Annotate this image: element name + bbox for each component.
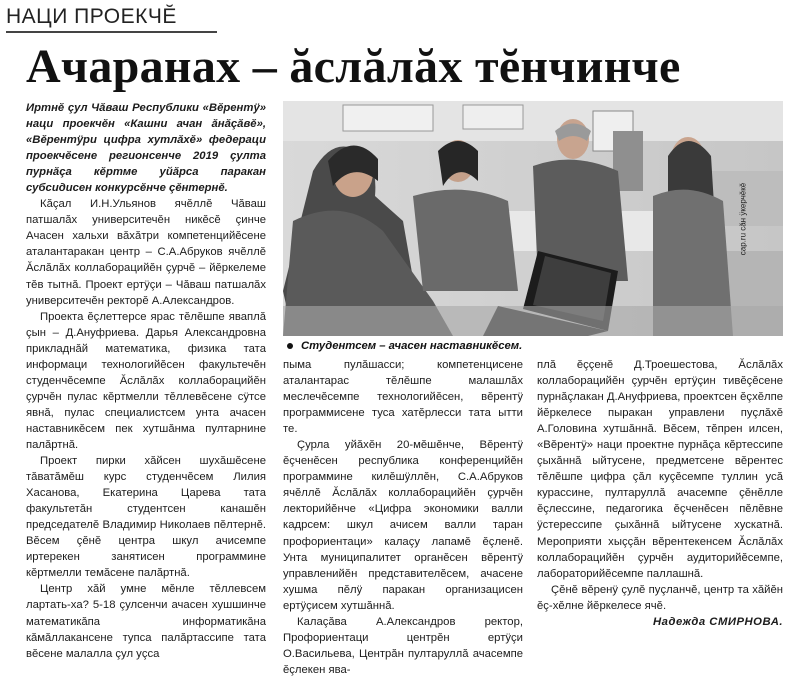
author-signature: Надежда СМИРНОВА. (653, 615, 783, 628)
body-paragraph: Проект пирки хăйсен шухăшĕсене тăватăмĕш курс студенчĕсем Лилия Хасанова, Екатерина Царева тата факультетăн студентсен канашĕн председателĕ Владимир Николаев пĕлтернĕ. Вĕсем çĕнĕ центра шкул ачисемпе иртерекен занятисен программине кĕртмелли темăсене палăртнă. (26, 455, 266, 580)
photo-caption-line (283, 338, 783, 354)
body-paragraph: Çурла уйăхĕн 20-мĕшĕнче, Вĕрентÿ ĕçченĕсен республика конференцийĕн программине килĕшÿллĕн, С.А.Абруков ячĕллĕ Ăслăлăх коллаборацийĕн çурчĕн лекторийĕнче «Цифра экономики валли кадрсем: шкул ачисем валли таран профориентаци» калаçу лапамĕ ĕçленĕ. Унта муниципалитет органĕсен вĕрентÿ управленийĕн представителĕсем, ачасене хушма пĕлÿ паракан организацисен ертÿçисем хутшăннă. (283, 439, 523, 612)
body-paragraph: Центр хăй умне мĕнле тĕллевсем лартать-ха? 5-18 çулсенчи ачасен хушшинче математикăпа информатикăна кăмăллакансене тупса палăртассипе тата вĕсене малалла çул уçса (26, 583, 266, 660)
article-column-3 (537, 357, 783, 647)
body-paragraph: Проекта ĕçлеттерсе ярас тĕлĕшпе яваплă çын – Д.Ануфриева. Дарья Александровна прикладнăй математика, физика тата информаци технологийĕсен факультечĕн студенчĕсемпе Ăслăлăх коллаборацийĕн çурчĕн пулас кĕртмелли тĕллевĕсене сÿтсе явнă, пулас специалистсем унта ачасен наставникĕсем пек хутшăнма пултарнине палăртнă. (26, 310, 266, 451)
article-column-2 (283, 357, 523, 676)
body-paragraph: Кăçал И.Н.Ульянов ячĕллĕ Чăваш патшалăх университечĕн никĕсĕ çинче Ачасен хальхи вăхăтри компетенцийĕсене аталантаракан центр – С.А.Абруков ячĕллĕ Ăслăлăх коллаборацийĕн çурчĕ – йĕркелеме тĕв тытнă. Проект ертÿçи – Чăваш патшалăх университечĕн ректорĕ А.Александров. (26, 198, 266, 307)
article-column-1 (26, 100, 266, 660)
body-paragraph: плă ĕççенĕ Д.Троешестова, Ăслăлăх коллаборацийĕн çурчĕн ертÿçин тивĕçĕсене пурнăçлакан Д.Ануфриева, проектсен ĕçхĕлпе йĕркелесе пыракан управлени пуçлăхĕ А.Головина хутшăннă. Вĕсем, тĕпрен илсен, «Вĕрентÿ» наци проектне пурнăçа кĕртессипе çыхăннă ыйтусене, предметсене вĕрентес тĕлĕшпе цифра çăл куçĕсемпе туллин усă курассине, пултаруллă ачасемпе çĕнĕлле ĕçлессине, педагогика ĕçченĕсен пĕлĕвне ÿстерессипе çыхăннă ыйтусене хускатнă. Мероприяти хыççăн вĕрентекенсем Ăслăлăх коллаборацийĕн çурчĕн аудиторийĕсемпе, лабораторийĕсемпе паллашнă. (537, 359, 783, 580)
bullet-icon (287, 343, 293, 349)
rubric-underline (6, 31, 217, 33)
body-paragraph: Çĕнĕ вĕренÿ çулĕ пуçланчĕ, центр та хăйĕн ĕç-хĕлне йĕркелесе ячĕ. (537, 583, 783, 612)
body-paragraph: пыма пулăшасси; компетенцисене аталантарас тĕлĕшпе малашлăх меслечĕсемпе технологийĕсен, вĕрентÿ программисене туса хатĕрлесси тата ытти те. (283, 359, 523, 436)
photo-credit: cap.ru сăн ÿкерчĕкĕ (738, 182, 748, 255)
rubric: НАЦИ ПРОЕКЧĔ (6, 5, 177, 28)
headline: Ачаранах – ăслăлăх тĕнчинче (26, 40, 681, 93)
classroom-photo (283, 101, 783, 336)
body-paragraph: Калаçăва А.Александров ректор, Профориентаци центрĕн ертÿçи О.Васильева, Центрăн пултаруллă ачасемпе ĕçлекен ява- (283, 615, 523, 676)
article-photo (283, 101, 783, 336)
photo-caption: Студентсем – ачасен наставникĕсем. (301, 340, 523, 352)
lead-paragraph: Иртнĕ çул Чăваш Республики «Вĕрентÿ» наци проекчĕн «Кашни ачан ăнăçăвĕ», «Вĕрентÿри цифра хутлăхĕ» федераци проекчĕсене регионсенче 2019 çулта пурнăçа кĕртме уйăрса паракан субсидисен конкурсĕнче çĕнтернĕ. (26, 102, 266, 195)
